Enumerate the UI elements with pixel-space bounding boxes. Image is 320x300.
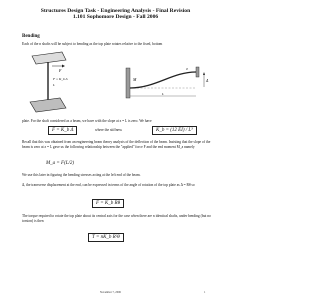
displacement-paragraph: Δ, the transverse displacement at the end, can be expressed in terms of the angle of rotation of the top plate as Δ = Rθ so [22, 183, 195, 187]
force-label: F [59, 68, 62, 73]
deflected-beam [130, 72, 196, 88]
plate-shaft-figure [26, 50, 68, 114]
deflection-label: Δ [206, 78, 209, 83]
fixed-wall [126, 68, 130, 98]
equation-torque: T = nK_b R²θ [88, 233, 124, 242]
footer-date: November 7, 2006 [100, 291, 121, 294]
document-title [0, 8, 231, 21]
equation-stiffness-def: K_b = (12 EI) / L³ [152, 126, 197, 135]
equation-force-rotation: F = K_b Rθ [92, 199, 124, 208]
bottom-plate [30, 98, 66, 112]
stiffness-label: F = K_b Δ [53, 77, 68, 81]
plate-paragraph: plate. For the shaft considered as a beam, we have with the slope at z = L is zero. We have [22, 119, 152, 123]
equation-end-moment: M_a = F(L/2) [46, 161, 75, 166]
title-line-2: 1.101 Sophomore Design - Fall 2006 [72, 14, 159, 21]
footer-page-number: 1 [204, 291, 206, 294]
beam-deflection-figure [122, 64, 214, 102]
title-line-1: Structures Design Task - Engineering Analysis - Final Revision [40, 8, 191, 14]
section-heading-bending: Bending [22, 34, 40, 39]
torque-paragraph: The torque required to rotate the top plate about its central axis for the case when there are n identical shafts, under bending (but no torsion) is then [22, 214, 211, 223]
moment-label: M [133, 77, 137, 82]
top-plate [32, 52, 66, 64]
beam-length-label: L [162, 92, 164, 96]
recall-paragraph: Recall that this was obtained from an engineering beam theory analysis of the deflection of the beam. Insisting that the slope of the beam is zero at z = L gave us the following relationship between the "applied" force F and the end moment M_a namely [22, 140, 211, 149]
end-plate [196, 67, 199, 77]
stiffness-caption: where the stiffness [95, 127, 122, 132]
figuring-paragraph: We use this later in figuring the bending stresses acting at the left end of the beam. [22, 173, 141, 177]
length-label: L [53, 83, 55, 87]
intro-paragraph: Each of the n shafts will be subject to bending as the top plate rotates relative to the fixed, bottom [22, 42, 163, 46]
equation-force-stiffness: F = K_b Δ [48, 126, 77, 135]
deflection-arrow-icon [203, 72, 205, 75]
angle-label: θ [186, 67, 188, 71]
force-arrow-icon [62, 65, 65, 68]
